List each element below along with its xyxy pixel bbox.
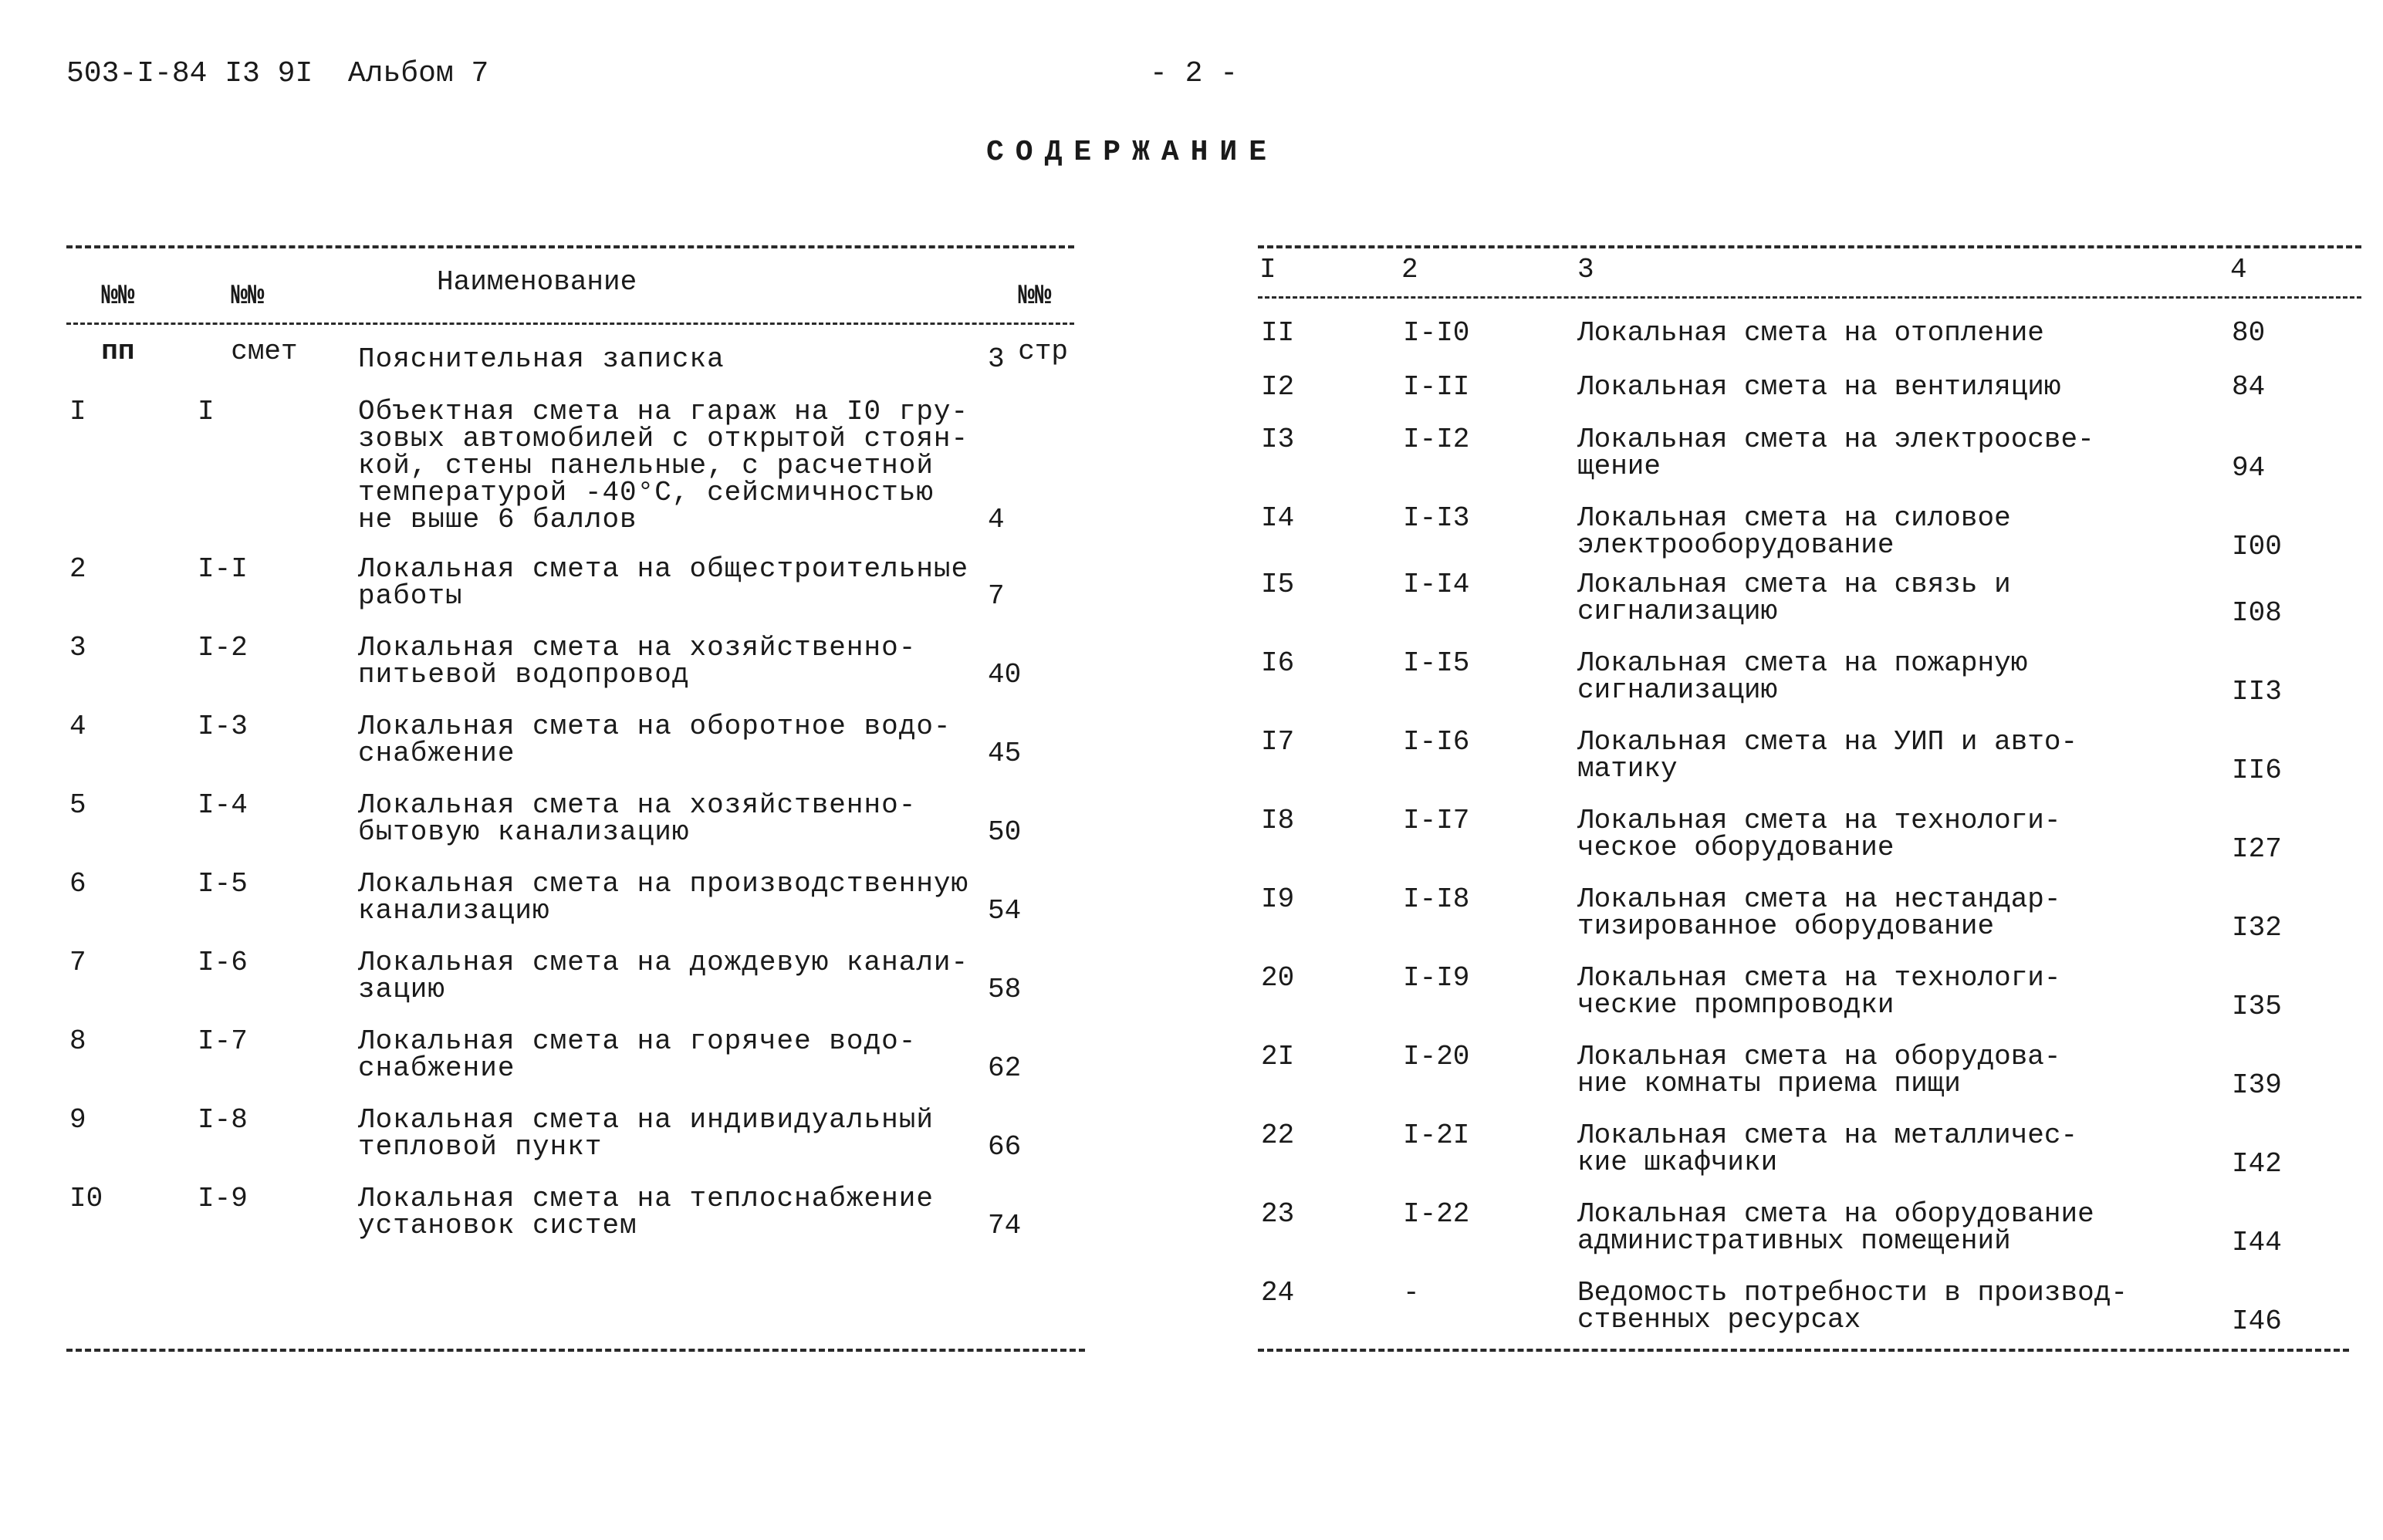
right-row-0-page: 80 bbox=[2232, 317, 2266, 349]
left-table-bottom-rule bbox=[66, 1349, 1085, 1352]
left_table-row-6-number: 6 bbox=[69, 868, 86, 900]
right-row-13-number: 24 bbox=[1261, 1277, 1295, 1309]
right-row-10-number: 2I bbox=[1261, 1041, 1295, 1072]
left_table-row-3-smeta: I-2 bbox=[198, 632, 248, 664]
left_table-row-6-page: 54 bbox=[988, 895, 1022, 927]
right-row-2-page: 94 bbox=[2232, 452, 2266, 484]
right-header-col2: 2 bbox=[1401, 254, 1418, 285]
right-header-col4: 4 bbox=[2230, 254, 2247, 285]
left_table-row-7-number: 7 bbox=[69, 947, 86, 978]
right-row-9-smeta: I-I9 bbox=[1403, 962, 1470, 994]
right-row-1-name: Локальная смета на вентиляцию bbox=[1577, 371, 2061, 403]
left_table-row-10-name: Локальная смета на теплоснабжение установок систем bbox=[358, 1183, 934, 1241]
left_table-row-2-smeta: I-I bbox=[198, 553, 248, 585]
left-table-top-rule bbox=[66, 245, 1074, 248]
right-row-13-smeta: - bbox=[1403, 1277, 1420, 1309]
left_table-row-8-number: 8 bbox=[69, 1025, 86, 1057]
right-row-12-smeta: I-22 bbox=[1403, 1198, 1470, 1230]
right-row-11-smeta: I-2I bbox=[1403, 1120, 1470, 1151]
left_table-row-10-smeta: I-9 bbox=[198, 1183, 248, 1214]
right-table-top-rule bbox=[1258, 245, 2361, 248]
right-header-col3: 3 bbox=[1577, 254, 1594, 285]
left_table-row-0-page: 3 bbox=[988, 343, 1005, 375]
left_table-row-4-number: 4 bbox=[69, 711, 86, 742]
right-row-3-smeta: I-I3 bbox=[1403, 502, 1470, 534]
page-number: - 2 - bbox=[1150, 57, 1239, 90]
right-row-1-smeta: I-II bbox=[1403, 371, 1470, 403]
left_table-row-1-smeta: I bbox=[198, 396, 215, 427]
right-header-col1: I bbox=[1259, 254, 1276, 285]
left_table-row-7-smeta: I-6 bbox=[198, 947, 248, 978]
left-header-name: Наименование bbox=[437, 266, 637, 298]
right-row-7-page: I27 bbox=[2232, 833, 2282, 865]
left_table-row-5-number: 5 bbox=[69, 789, 86, 821]
left_table-row-2-page: 7 bbox=[988, 580, 1005, 612]
right-row-4-smeta: I-I4 bbox=[1403, 569, 1470, 600]
right-row-8-number: I9 bbox=[1261, 883, 1295, 915]
left_table-row-9-smeta: I-8 bbox=[198, 1104, 248, 1136]
right-row-7-smeta: I-I7 bbox=[1403, 805, 1470, 836]
right-row-7-name: Локальная смета на технологи- ческое оборудование bbox=[1577, 805, 2061, 863]
right-row-2-name: Локальная смета на электроосве- щение bbox=[1577, 424, 2094, 482]
right-row-5-page: II3 bbox=[2232, 676, 2282, 708]
right-row-8-name: Локальная смета на нестандар- тизированное оборудование bbox=[1577, 883, 2061, 942]
right-row-6-page: II6 bbox=[2232, 755, 2282, 786]
document-code: 503-I-84 I3 9I Альбом 7 bbox=[66, 57, 489, 90]
left_table-row-9-page: 66 bbox=[988, 1131, 1022, 1163]
left-header-num bbox=[68, 255, 134, 366]
left_table-row-6-name: Локальная смета на производственную канализацию bbox=[358, 868, 969, 927]
right-row-0-name: Локальная смета на отопление bbox=[1577, 317, 2044, 349]
right-row-4-page: I08 bbox=[2232, 597, 2282, 629]
left_table-row-1-page: 4 bbox=[988, 504, 1005, 535]
left_table-row-4-page: 45 bbox=[988, 738, 1022, 769]
right-row-5-smeta: I-I5 bbox=[1403, 647, 1470, 679]
left-header-num-b: пп bbox=[101, 336, 135, 367]
right-row-4-name: Локальная смета на связь и сигнализацию bbox=[1577, 569, 2011, 627]
right-row-3-name: Локальная смета на силовое электрооборудование bbox=[1577, 502, 2011, 561]
left-header-page-a: №№ bbox=[1018, 280, 1052, 312]
right-row-10-page: I39 bbox=[2232, 1069, 2282, 1101]
right-row-1-page: 84 bbox=[2232, 371, 2266, 403]
right-row-6-name: Локальная смета на УИП и авто- матику bbox=[1577, 726, 2078, 785]
right-row-9-name: Локальная смета на технологи- ческие промпроводки bbox=[1577, 962, 2061, 1021]
left-header-page-b: стр bbox=[1018, 336, 1069, 367]
right-row-8-smeta: I-I8 bbox=[1403, 883, 1470, 915]
right-row-11-name: Локальная смета на металличес- кие шкафчики bbox=[1577, 1120, 2078, 1178]
right-row-0-smeta: I-I0 bbox=[1403, 317, 1470, 349]
right-row-9-page: I35 bbox=[2232, 991, 2282, 1022]
right-row-11-page: I42 bbox=[2232, 1148, 2282, 1180]
right-row-10-name: Локальная смета на оборудова- ние комнаты приема пищи bbox=[1577, 1041, 2061, 1099]
left-header-num-a: №№ bbox=[101, 280, 135, 312]
left_table-row-8-name: Локальная смета на горячее водо- снабжение bbox=[358, 1025, 917, 1084]
right-row-6-number: I7 bbox=[1261, 726, 1295, 758]
left_table-row-10-number: I0 bbox=[69, 1183, 103, 1214]
right-row-6-smeta: I-I6 bbox=[1403, 726, 1470, 758]
left_table-row-9-number: 9 bbox=[69, 1104, 86, 1136]
left_table-row-4-name: Локальная смета на оборотное водо- снабжение bbox=[358, 711, 952, 769]
right-row-2-smeta: I-I2 bbox=[1403, 424, 1470, 455]
left_table-row-7-page: 58 bbox=[988, 974, 1022, 1005]
left_table-row-2-number: 2 bbox=[69, 553, 86, 585]
left_table-row-4-smeta: I-3 bbox=[198, 711, 248, 742]
left_table-row-10-page: 74 bbox=[988, 1210, 1022, 1241]
left_table-row-9-name: Локальная смета на индивидуальный тепловой пункт bbox=[358, 1104, 934, 1163]
right-row-12-page: I44 bbox=[2232, 1227, 2282, 1258]
left_table-row-6-smeta: I-5 bbox=[198, 868, 248, 900]
right-row-4-number: I5 bbox=[1261, 569, 1295, 600]
page-title: СОДЕРЖАНИЕ bbox=[986, 136, 1279, 169]
left-table-header-rule bbox=[66, 323, 1074, 325]
left_table-row-7-name: Локальная смета на дождевую канали- зацию bbox=[358, 947, 969, 1005]
left_table-row-0-name: Пояснительная записка bbox=[358, 343, 725, 375]
left_table-row-5-smeta: I-4 bbox=[198, 789, 248, 821]
right-row-12-number: 23 bbox=[1261, 1198, 1295, 1230]
right-row-11-number: 22 bbox=[1261, 1120, 1295, 1151]
right-row-1-number: I2 bbox=[1261, 371, 1295, 403]
right-row-13-name: Ведомость потребности в производ- ственных ресурсах bbox=[1577, 1277, 2128, 1336]
right-row-2-number: I3 bbox=[1261, 424, 1295, 455]
left_table-row-8-smeta: I-7 bbox=[198, 1025, 248, 1057]
left_table-row-5-name: Локальная смета на хозяйственно- бытовую канализацию bbox=[358, 789, 917, 848]
right-row-7-number: I8 bbox=[1261, 805, 1295, 836]
left-header-smeta-b: смет bbox=[231, 336, 298, 367]
right-table-bottom-rule bbox=[1258, 1349, 2349, 1352]
right-row-13-page: I46 bbox=[2232, 1305, 2282, 1337]
right-row-3-number: I4 bbox=[1261, 502, 1295, 534]
right-row-9-number: 20 bbox=[1261, 962, 1295, 994]
left_table-row-3-page: 40 bbox=[988, 659, 1022, 691]
left_table-row-1-name: Объектная смета на гараж на I0 гру- зовых автомобилей с открытой стоян- кой, стены панельные, с расчетной температурой -40°С, сейсмичностью не выше 6 баллов bbox=[358, 396, 969, 535]
left_table-row-3-name: Локальная смета на хозяйственно- питьевой водопровод bbox=[358, 632, 917, 691]
left_table-row-1-number: I bbox=[69, 396, 86, 427]
right-row-10-smeta: I-20 bbox=[1403, 1041, 1470, 1072]
left-header-smeta-a: №№ bbox=[231, 280, 265, 312]
right-row-5-name: Локальная смета на пожарную сигнализацию bbox=[1577, 647, 2028, 706]
left_table-row-2-name: Локальная смета на общестроительные работы bbox=[358, 553, 969, 612]
right-row-8-page: I32 bbox=[2232, 912, 2282, 944]
right-row-3-page: I00 bbox=[2232, 531, 2282, 562]
left_table-row-5-page: 50 bbox=[988, 816, 1022, 848]
left_table-row-8-page: 62 bbox=[988, 1052, 1022, 1084]
right-table-header-rule bbox=[1258, 296, 2361, 299]
right-row-12-name: Локальная смета на оборудование административных помещений bbox=[1577, 1198, 2094, 1257]
left_table-row-3-number: 3 bbox=[69, 632, 86, 664]
right-row-5-number: I6 bbox=[1261, 647, 1295, 679]
left-header-smeta bbox=[198, 255, 298, 366]
right-row-0-number: II bbox=[1261, 317, 1295, 349]
